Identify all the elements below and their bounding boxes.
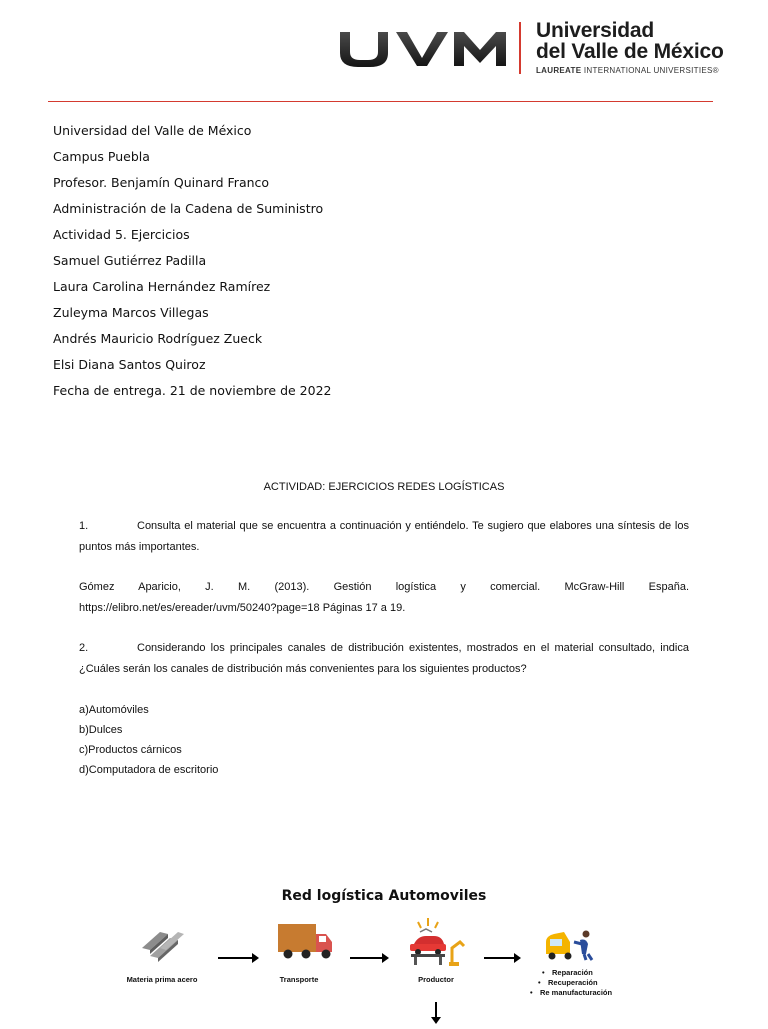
list-item: d)Computadora de escritorio [79,764,219,776]
student-name: Laura Carolina Hernández Ramírez [53,279,271,294]
campus: Campus Puebla [53,149,150,164]
truck-icon [278,924,332,959]
question-2-line1 [79,638,689,659]
student-name: Zuleyma Marcos Villegas [53,305,209,320]
student-name: Andrés Mauricio Rodríguez Zueck [53,331,263,346]
header-divider [48,101,713,102]
logo-tag-laureate: LAUREATE [536,66,582,75]
logo-tagline [536,66,719,75]
student-name: Elsi Diana Santos Quiroz [53,357,206,372]
list-item: a)Automóviles [79,704,149,716]
step-label: Transporte [279,975,319,984]
question-1-line2: puntos más importantes. [79,541,200,553]
logo-tag-rest: INTERNATIONAL UNIVERSITIES® [583,66,719,75]
car-factory-icon [410,918,464,966]
list-item: c)Productos cárnicos [79,744,182,756]
logo-divider [519,22,521,74]
institution: Universidad del Valle de México [53,123,252,138]
logo-university-name [536,20,724,62]
question-2-number: 2. [79,642,89,654]
logo-name-line2: del Valle de México [536,40,724,63]
uvm-logo [338,20,748,78]
course: Administración de la Cadena de Suministro [53,201,324,216]
diagram-graphics [0,910,768,1024]
mechanic-repair-icon [546,931,592,961]
logo-name-line1: Universidad [536,19,655,42]
arrow-down-icon [431,1002,441,1024]
service-item: • Re manufacturación [530,988,612,998]
arrow-right-icon [350,953,389,963]
cover-info [53,120,332,406]
student-name: Samuel Gutiérrez Padilla [53,253,207,268]
uvm-logo-mark [338,28,508,68]
steel-bars-icon [142,932,184,962]
step-label: Materia prima acero [126,975,198,984]
reference-line1: Gómez Aparicio, J. M. (2013). Gestión logística y comercial. McGraw-Hill España. [79,581,689,593]
question-2-text: Considerando los principales canales de distribución existentes, mostrados en el material consultado, indica [137,642,689,654]
product-list [79,700,218,780]
activity-name: Actividad 5. Ejercicios [53,227,190,242]
service-list [530,968,612,998]
professor: Profesor. Benjamín Quinard Franco [53,175,270,190]
question-2-line2: ¿Cuáles serán los canales de distribución más convenientes para los siguientes productos? [79,663,527,675]
reference-line2: https://elibro.net/es/ereader/uvm/50240?page=18 Páginas 17 a 19. [79,602,406,614]
service-item: • Reparación [530,968,612,978]
question-1-line1 [79,516,689,537]
service-item: • Recuperación [530,978,612,988]
arrow-right-icon [484,953,521,963]
activity-title: ACTIVIDAD: EJERCICIOS REDES LOGÍSTICAS [263,481,505,493]
list-item: b)Dulces [79,724,123,736]
arrow-right-icon [218,953,259,963]
logistics-network-diagram [0,910,768,1024]
question-1-number: 1. [79,520,89,532]
step-label: Productor [418,975,454,984]
diagram-title: Red logística Automoviles [281,888,487,904]
question-1-text: Consulta el material que se encuentra a continuación y entiéndelo. Te sugiero que elabores una síntesis de los [137,520,689,532]
due-date: Fecha de entrega. 21 de noviembre de 2022 [53,383,332,398]
